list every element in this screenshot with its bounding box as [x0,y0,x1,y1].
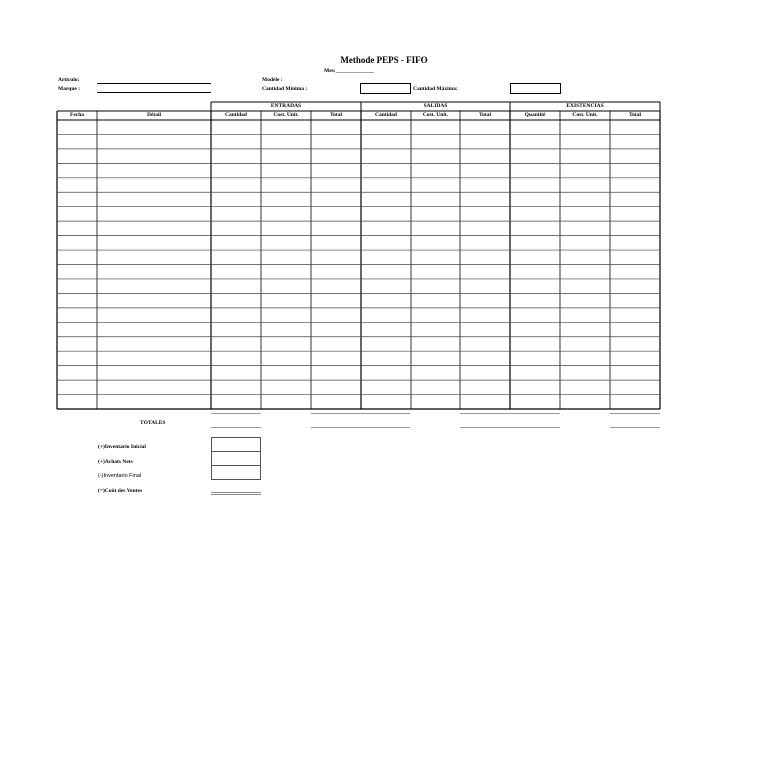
col-header-salidas-cost-unit: Cost. Unit. [422,112,449,118]
total-line-entradas-total [311,413,410,414]
total-line-entradas-cantidad [211,413,261,414]
group-header-salidas: SALIDAS [423,103,448,109]
marque-label: Marque : [58,86,81,92]
col-header-salidas-cantidad: Cantidad [374,112,397,118]
total-line-entradas-total-bottom [311,427,410,428]
cout-ventes-line [211,492,261,495]
totales-label: TOTALES [140,420,166,426]
achats-nets-label: (+)Achats Nets [98,459,133,465]
cantidad-minima-label: Cantidad Mínima : [262,86,308,92]
modele-label: Modèle : [262,77,283,83]
mes-label: Mes:______________ [324,68,375,74]
cantidad-maxima-label: Cantidad Máxima: [413,86,458,92]
total-line-existencias-total-bottom [610,427,660,428]
col-header-existencias-quantite: Quantité [524,112,546,118]
col-header-entradas-cantidad: Cantidad [224,112,247,118]
cout-ventes-label: (=)Coût des Ventes [98,488,143,494]
articulo-label: Articulo: [58,77,80,83]
total-line-salidas-total [460,413,560,414]
col-header-fecha: Fecha [69,112,85,118]
group-header-entradas: ENTRADAS [270,103,302,109]
inventario-final-label: (-)Inventario Final [98,473,142,479]
col-header-entradas-total: Total [329,112,343,118]
col-header-existencias-cost-unit: Cost. Unit. [572,112,598,118]
total-line-entradas-cantidad-bottom [211,427,261,428]
col-header-existencias-total: Total [628,112,642,118]
col-header-salidas-total: Total [478,112,492,118]
inventario-inicial-input[interactable] [211,437,261,452]
page-title: Methode PEPS - FIFO [340,55,428,65]
achats-nets-input[interactable] [211,451,261,466]
total-line-existencias-total [610,413,660,414]
total-line-salidas-total-bottom [460,427,560,428]
inventario-final-input[interactable] [211,465,261,480]
col-header-entradas-cost-unit: Cost. Unit. [273,112,299,118]
col-header-detail: Détail [146,112,162,118]
group-header-existencias: EXISTENCIAS [566,103,604,109]
inventario-inicial-label: (+)Inventario Inicial [98,444,146,450]
